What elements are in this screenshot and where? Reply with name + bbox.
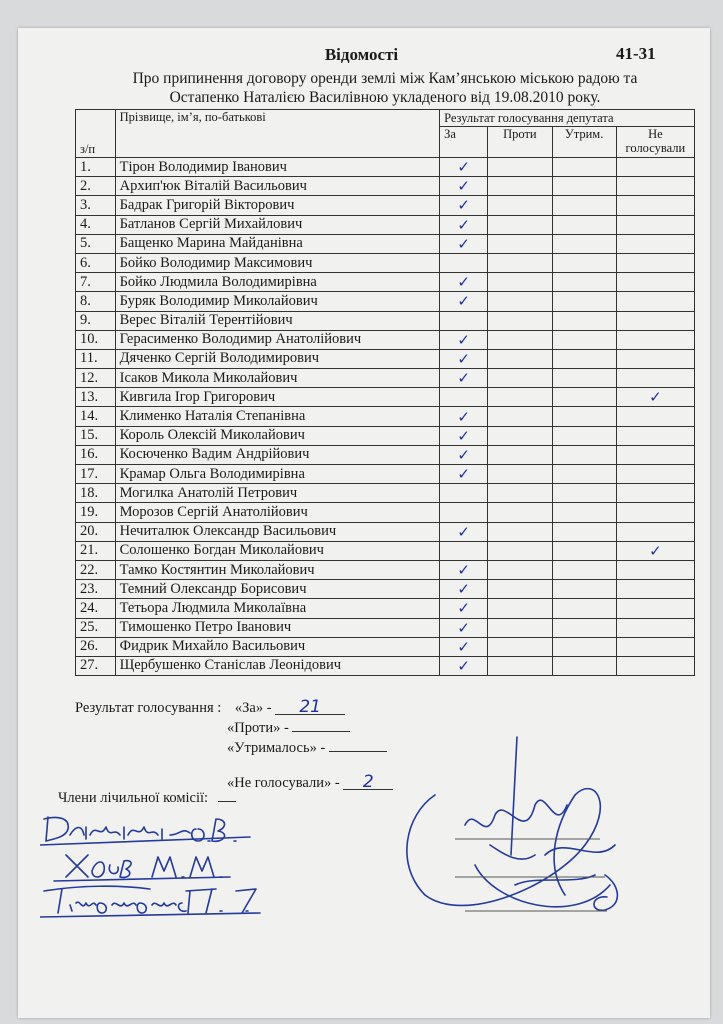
header-name: Прізвище, ім’я, по-батькові	[115, 110, 439, 158]
checkmark-icon: ✓	[457, 580, 470, 599]
row-number: 20.	[76, 522, 116, 541]
row-name: Нечиталюк Олександр Васильович	[115, 522, 439, 541]
cell-proty	[488, 541, 552, 560]
table-row	[76, 618, 695, 637]
checkmark-icon: ✓	[457, 637, 470, 656]
cell-utrym	[552, 637, 616, 656]
results-label: Результат голосування :	[75, 700, 222, 716]
row-number: 25.	[76, 618, 116, 637]
row-name: Солошенко Богдан Миколайович	[115, 541, 439, 560]
cell-utrym	[552, 292, 616, 311]
handwritten-member-2	[54, 855, 230, 881]
table-row	[76, 369, 695, 388]
results-za-label: «За» -	[234, 700, 272, 716]
cell-proty	[488, 388, 552, 407]
cell-utrym	[552, 388, 616, 407]
row-number: 3.	[76, 196, 116, 215]
results-utrym-value	[329, 751, 387, 752]
cell-za	[440, 369, 488, 388]
table-row	[76, 292, 695, 311]
table-row	[76, 426, 695, 445]
cell-ne-holosuvaly	[616, 407, 694, 426]
table-row	[76, 599, 695, 618]
cell-proty	[488, 253, 552, 272]
cell-utrym	[552, 234, 616, 253]
cell-za	[440, 465, 488, 484]
checkmark-icon: ✓	[457, 445, 470, 464]
row-number: 23.	[76, 580, 116, 599]
cell-utrym	[552, 465, 616, 484]
document-number: 41-31	[616, 44, 656, 63]
row-name: Тетьора Людмила Миколаївна	[115, 599, 439, 618]
table-row	[76, 637, 695, 656]
cell-za	[440, 253, 488, 272]
checkmark-icon: ✓	[649, 541, 662, 560]
row-name: Буряк Володимир Миколайович	[115, 292, 439, 311]
cell-za	[440, 560, 488, 579]
checkmark-icon: ✓	[457, 273, 470, 292]
cell-za	[440, 637, 488, 656]
row-name: Верес Віталій Терентійович	[115, 311, 439, 330]
cell-za	[440, 158, 488, 177]
cell-proty	[488, 196, 552, 215]
results-ne-value: 2	[343, 775, 393, 790]
row-name: Тірон Володимир Іванович	[115, 158, 439, 177]
row-name: Батланов Сергій Михайлович	[115, 215, 439, 234]
row-name: Косюченко Вадим Андрійович	[115, 445, 439, 464]
row-number: 24.	[76, 599, 116, 618]
cell-ne-holosuvaly	[616, 656, 694, 675]
row-name: Морозов Сергій Анатолійович	[115, 503, 439, 522]
checkmark-icon: ✓	[457, 330, 470, 349]
cell-utrym	[552, 253, 616, 272]
cell-ne-holosuvaly	[616, 388, 694, 407]
cell-proty	[488, 560, 552, 579]
cell-proty	[488, 637, 552, 656]
cell-utrym	[552, 215, 616, 234]
checkmark-icon: ✓	[457, 561, 470, 580]
cell-proty	[488, 177, 552, 196]
table-row	[76, 656, 695, 675]
results-proty-label: «Проти» -	[227, 720, 289, 736]
cell-ne-holosuvaly	[616, 349, 694, 368]
table-row	[76, 215, 695, 234]
handwritten-member-3	[40, 886, 260, 917]
cell-za	[440, 541, 488, 560]
cell-za	[440, 426, 488, 445]
header-ne-line-1: Не	[648, 127, 663, 141]
checkmark-icon: ✓	[457, 349, 470, 368]
row-name: Бойко Володимир Максимович	[115, 253, 439, 272]
row-number: 26.	[76, 637, 116, 656]
subtitle-line-2: Остапенко Наталією Василівною укладеного від 19.08.2010 року.	[169, 89, 601, 106]
checkmark-icon: ✓	[457, 618, 470, 637]
cell-za	[440, 445, 488, 464]
table-row	[76, 580, 695, 599]
table-row	[76, 330, 695, 349]
cell-proty	[488, 580, 552, 599]
results-label-line	[75, 697, 345, 717]
table-row	[76, 158, 695, 177]
cell-ne-holosuvaly	[616, 560, 694, 579]
cell-za	[440, 407, 488, 426]
subtitle-line-1: Про припинення договору оренди землі між Кам’янською міською радою та	[132, 70, 638, 87]
cell-ne-holosuvaly	[616, 177, 694, 196]
results-ne-line	[227, 772, 393, 792]
row-number: 5.	[76, 234, 116, 253]
table-row	[76, 177, 695, 196]
checkmark-icon: ✓	[457, 426, 470, 445]
cell-proty	[488, 599, 552, 618]
cell-utrym	[552, 522, 616, 541]
cell-za	[440, 522, 488, 541]
cell-utrym	[552, 484, 616, 503]
table-row	[76, 465, 695, 484]
committee-handwritten-names	[40, 805, 300, 920]
row-name: Архип'юк Віталій Васильович	[115, 177, 439, 196]
cell-ne-holosuvaly	[616, 465, 694, 484]
cell-proty	[488, 484, 552, 503]
row-name: Бащенко Марина Майданівна	[115, 234, 439, 253]
row-name: Кивгила Ігор Григорович	[115, 388, 439, 407]
cell-proty	[488, 273, 552, 292]
results-utrym-label: «Утрималось» -	[227, 740, 326, 756]
table-row	[76, 407, 695, 426]
cell-ne-holosuvaly	[616, 369, 694, 388]
results-utrym-line	[227, 740, 387, 757]
cell-za	[440, 484, 488, 503]
table-row	[76, 484, 695, 503]
row-number: 13.	[76, 388, 116, 407]
cell-proty	[488, 369, 552, 388]
table-row	[76, 503, 695, 522]
cell-ne-holosuvaly	[616, 273, 694, 292]
cell-proty	[488, 311, 552, 330]
cell-utrym	[552, 177, 616, 196]
cell-ne-holosuvaly	[616, 196, 694, 215]
cell-ne-holosuvaly	[616, 158, 694, 177]
cell-za	[440, 330, 488, 349]
cell-proty	[488, 292, 552, 311]
checkmark-icon: ✓	[457, 522, 470, 541]
cell-proty	[488, 215, 552, 234]
table-row	[76, 522, 695, 541]
row-number: 21.	[76, 541, 116, 560]
cell-utrym	[552, 560, 616, 579]
cell-za	[440, 177, 488, 196]
row-number: 7.	[76, 273, 116, 292]
cell-ne-holosuvaly	[616, 234, 694, 253]
table-row	[76, 388, 695, 407]
header-ne-holosuvaly	[616, 127, 694, 158]
table-row	[76, 445, 695, 464]
cell-ne-holosuvaly	[616, 599, 694, 618]
row-number: 14.	[76, 407, 116, 426]
cell-utrym	[552, 369, 616, 388]
cell-za	[440, 349, 488, 368]
cell-proty	[488, 656, 552, 675]
cell-ne-holosuvaly	[616, 215, 694, 234]
cell-ne-holosuvaly	[616, 522, 694, 541]
header-utrym: Утрим.	[552, 127, 616, 158]
table-row	[76, 349, 695, 368]
table-row	[76, 541, 695, 560]
row-number: 22.	[76, 560, 116, 579]
table-row	[76, 196, 695, 215]
voting-table	[75, 109, 695, 676]
cell-utrym	[552, 541, 616, 560]
row-number: 10.	[76, 330, 116, 349]
cell-ne-holosuvaly	[616, 311, 694, 330]
cell-za	[440, 503, 488, 522]
row-number: 12.	[76, 369, 116, 388]
row-name: Могилка Анатолій Петрович	[115, 484, 439, 503]
results-ne-label: «Не голосували» -	[227, 775, 340, 791]
cell-ne-holosuvaly	[616, 637, 694, 656]
cell-ne-holosuvaly	[616, 580, 694, 599]
row-name: Фидрик Михайло Васильович	[115, 637, 439, 656]
row-number: 27.	[76, 656, 116, 675]
cell-proty	[488, 349, 552, 368]
cell-za	[440, 234, 488, 253]
cell-proty	[488, 445, 552, 464]
row-name: Темний Олександр Борисович	[115, 580, 439, 599]
cell-utrym	[552, 407, 616, 426]
committee-label-text: Члени лічильної комісії:	[58, 790, 209, 806]
results-proty-value	[292, 731, 350, 732]
document-subtitle	[60, 69, 710, 107]
cell-ne-holosuvaly	[616, 253, 694, 272]
cell-za	[440, 580, 488, 599]
cell-za	[440, 388, 488, 407]
cell-utrym	[552, 158, 616, 177]
cell-za	[440, 311, 488, 330]
row-number: 17.	[76, 465, 116, 484]
row-name: Крамар Ольга Володимирівна	[115, 465, 439, 484]
table-row	[76, 234, 695, 253]
checkmark-icon: ✓	[457, 234, 470, 253]
cell-ne-holosuvaly	[616, 541, 694, 560]
checkmark-icon: ✓	[457, 196, 470, 215]
checkmark-icon: ✓	[457, 599, 470, 618]
cell-utrym	[552, 656, 616, 675]
cell-utrym	[552, 311, 616, 330]
cell-za	[440, 292, 488, 311]
cell-utrym	[552, 273, 616, 292]
chairman-signature	[395, 735, 645, 935]
cell-proty	[488, 330, 552, 349]
cell-ne-holosuvaly	[616, 292, 694, 311]
cell-proty	[488, 158, 552, 177]
checkmark-icon: ✓	[457, 369, 470, 388]
results-proty-line	[227, 720, 350, 737]
table-row	[76, 311, 695, 330]
checkmark-icon: ✓	[649, 388, 662, 407]
row-number: 16.	[76, 445, 116, 464]
cell-ne-holosuvaly	[616, 445, 694, 464]
cell-utrym	[552, 445, 616, 464]
cell-utrym	[552, 618, 616, 637]
row-number: 2.	[76, 177, 116, 196]
row-number: 6.	[76, 253, 116, 272]
row-name: Бадрак Григорій Вікторович	[115, 196, 439, 215]
checkmark-icon: ✓	[457, 215, 470, 234]
cell-utrym	[552, 503, 616, 522]
cell-ne-holosuvaly	[616, 484, 694, 503]
checkmark-icon: ✓	[457, 158, 470, 177]
row-number: 9.	[76, 311, 116, 330]
row-number: 18.	[76, 484, 116, 503]
cell-utrym	[552, 599, 616, 618]
cell-ne-holosuvaly	[616, 330, 694, 349]
row-name: Дяченко Сергій Володимирович	[115, 349, 439, 368]
cell-proty	[488, 407, 552, 426]
cell-proty	[488, 234, 552, 253]
row-number: 15.	[76, 426, 116, 445]
checkmark-icon: ✓	[457, 292, 470, 311]
cell-za	[440, 618, 488, 637]
header-za: За	[440, 127, 488, 158]
cell-za	[440, 656, 488, 675]
row-name: Король Олексій Миколайович	[115, 426, 439, 445]
cell-utrym	[552, 330, 616, 349]
header-proty: Проти	[488, 127, 552, 158]
checkmark-icon: ✓	[457, 177, 470, 196]
cell-utrym	[552, 196, 616, 215]
row-name: Ісаков Микола Миколайович	[115, 369, 439, 388]
cell-utrym	[552, 580, 616, 599]
table-row	[76, 273, 695, 292]
cell-za	[440, 599, 488, 618]
cell-proty	[488, 503, 552, 522]
row-number: 8.	[76, 292, 116, 311]
row-number: 19.	[76, 503, 116, 522]
cell-za	[440, 215, 488, 234]
row-number: 1.	[76, 158, 116, 177]
row-number: 11.	[76, 349, 116, 368]
checkmark-icon: ✓	[457, 465, 470, 484]
cell-za	[440, 196, 488, 215]
handwritten-member-1	[40, 817, 250, 845]
table-row	[76, 253, 695, 272]
cell-ne-holosuvaly	[616, 618, 694, 637]
cell-proty	[488, 465, 552, 484]
cell-proty	[488, 426, 552, 445]
row-name: Бойко Людмила Володимирівна	[115, 273, 439, 292]
row-name: Щербушенко Станіслав Леонідович	[115, 656, 439, 675]
cell-za	[440, 273, 488, 292]
cell-ne-holosuvaly	[616, 503, 694, 522]
cell-utrym	[552, 426, 616, 445]
voting-table-body	[76, 158, 695, 676]
cell-proty	[488, 522, 552, 541]
row-name: Клименко Наталія Степанівна	[115, 407, 439, 426]
checkmark-icon: ✓	[457, 407, 470, 426]
row-name: Тамко Костянтин Миколайович	[115, 560, 439, 579]
cell-utrym	[552, 349, 616, 368]
document-title: Відомості	[324, 45, 399, 64]
row-number: 4.	[76, 215, 116, 234]
table-row	[76, 560, 695, 579]
header-ne-line-2: голосували	[625, 141, 686, 155]
row-name: Тимошенко Петро Іванович	[115, 618, 439, 637]
row-name: Герасименко Володимир Анатолійович	[115, 330, 439, 349]
results-za-value: 21	[275, 700, 345, 715]
header-result: Результат голосування депутата	[440, 110, 695, 127]
cell-proty	[488, 618, 552, 637]
checkmark-icon: ✓	[457, 656, 470, 675]
header-number: з/п	[76, 110, 116, 158]
cell-ne-holosuvaly	[616, 426, 694, 445]
